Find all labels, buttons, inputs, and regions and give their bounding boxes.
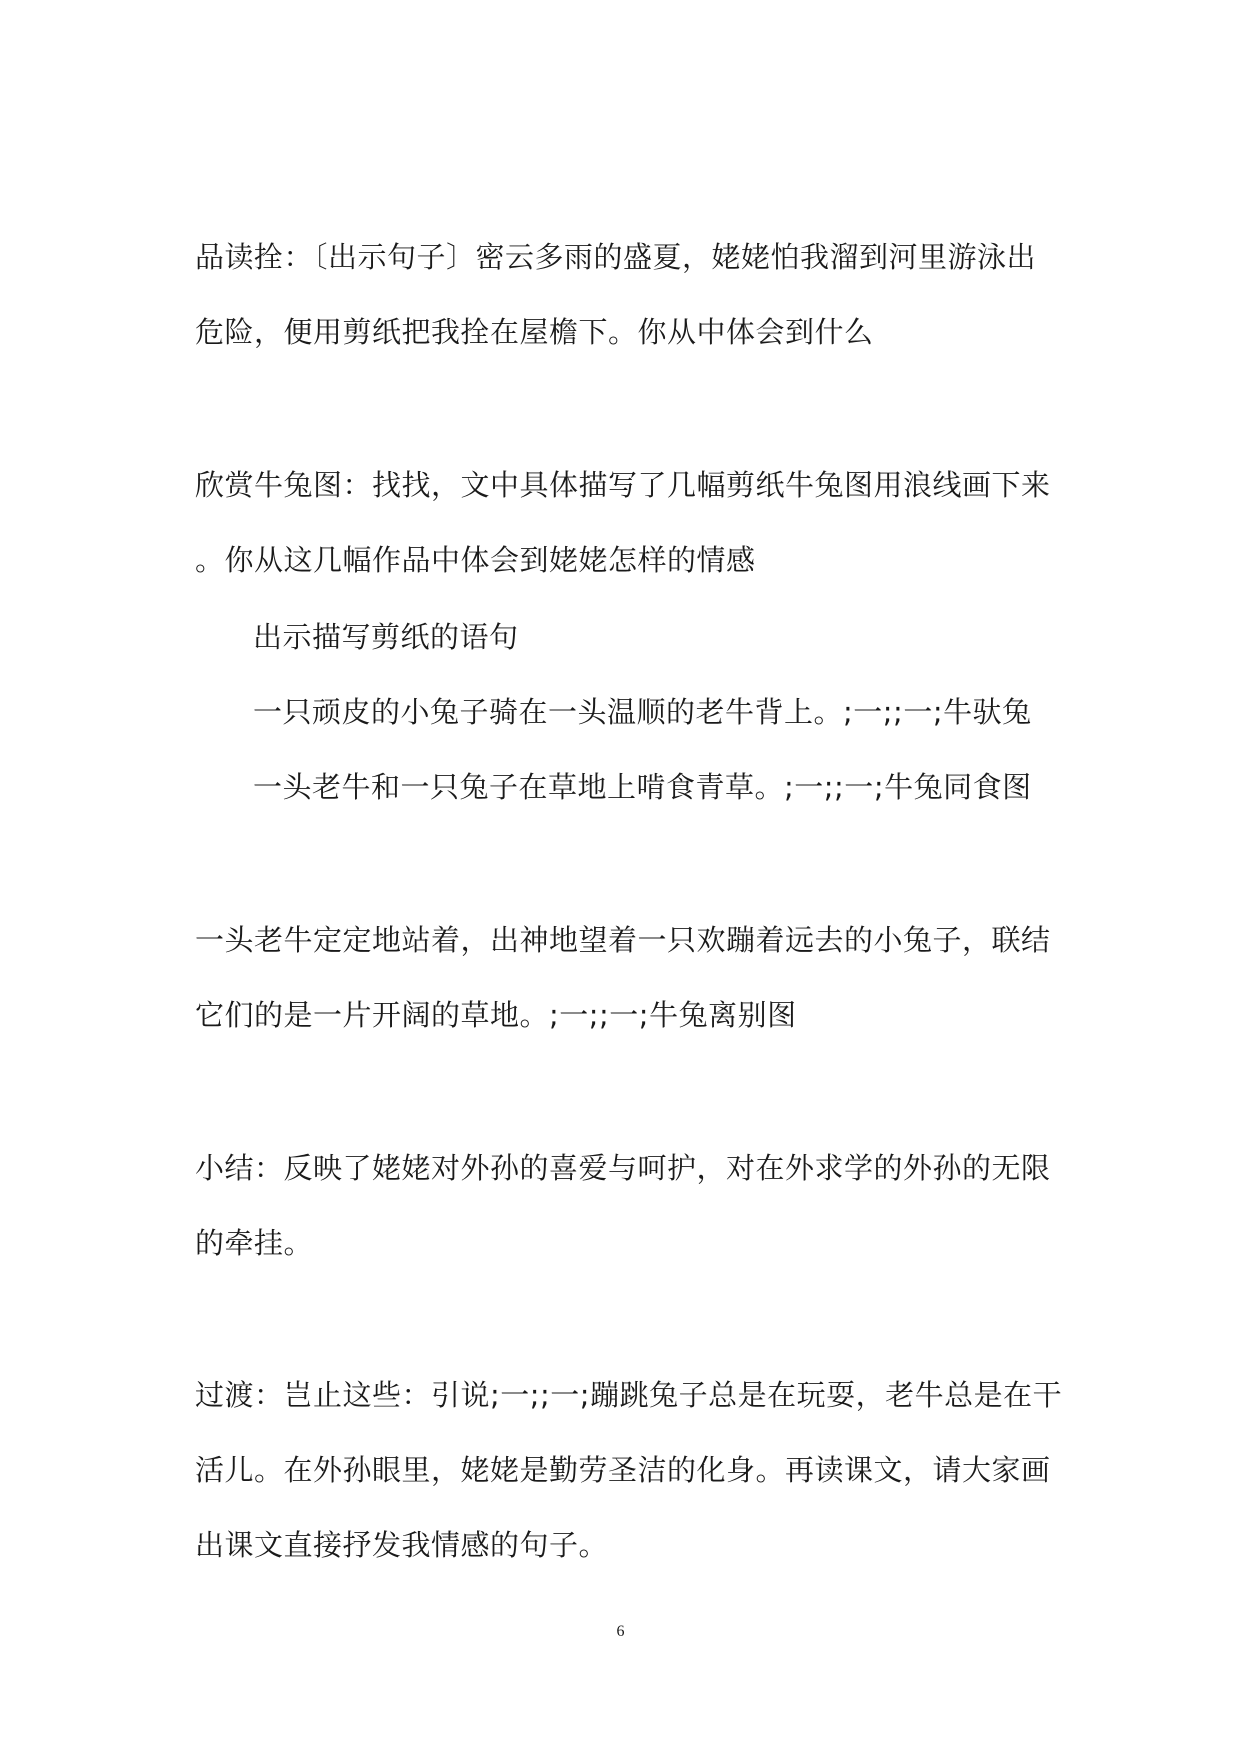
text-line: 一头老牛和一只兔子在草地上啃食青草。;一;;一;牛兔同食图 (253, 770, 1032, 804)
text-line: 的牵挂。 (195, 1226, 314, 1260)
text-line: 。你从这几幅作品中体会到姥姥怎样的情感 (195, 543, 756, 577)
page-number: 6 (616, 1623, 625, 1640)
text-line: 它们的是一片开阔的草地。;一;;一;牛兔离别图 (195, 998, 797, 1032)
text-line: 品读拴：〔出示句子〕密云多雨的盛夏，姥姥怕我溜到河里游泳出 (195, 240, 1037, 274)
text-line: 欣赏牛兔图：找找，文中具体描写了几幅剪纸牛兔图用浪线画下来 (195, 468, 1051, 502)
text-line: 一只顽皮的小兔子骑在一头温顺的老牛背上。;一;;一;牛驮兔 (253, 695, 1032, 729)
text-line: 过渡：岂止这些：引说;一;;一;蹦跳兔子总是在玩耍，老牛总是在干 (195, 1378, 1063, 1412)
text-line: 小结：反映了姥姥对外孙的喜爱与呵护，对在外求学的外孙的无限 (195, 1151, 1051, 1185)
text-line: 一头老牛定定地站着，出神地望着一只欢蹦着远去的小兔子，联结 (195, 923, 1051, 957)
text-line: 危险，便用剪纸把我拴在屋檐下。你从中体会到什么 (195, 315, 874, 349)
text-line: 活儿。在外孙眼里，姥姥是勤劳圣洁的化身。再读课文，请大家画 (195, 1453, 1051, 1487)
text-line: 出课文直接抒发我情感的句子。 (195, 1528, 609, 1562)
text-line: 出示描写剪纸的语句 (253, 620, 519, 654)
